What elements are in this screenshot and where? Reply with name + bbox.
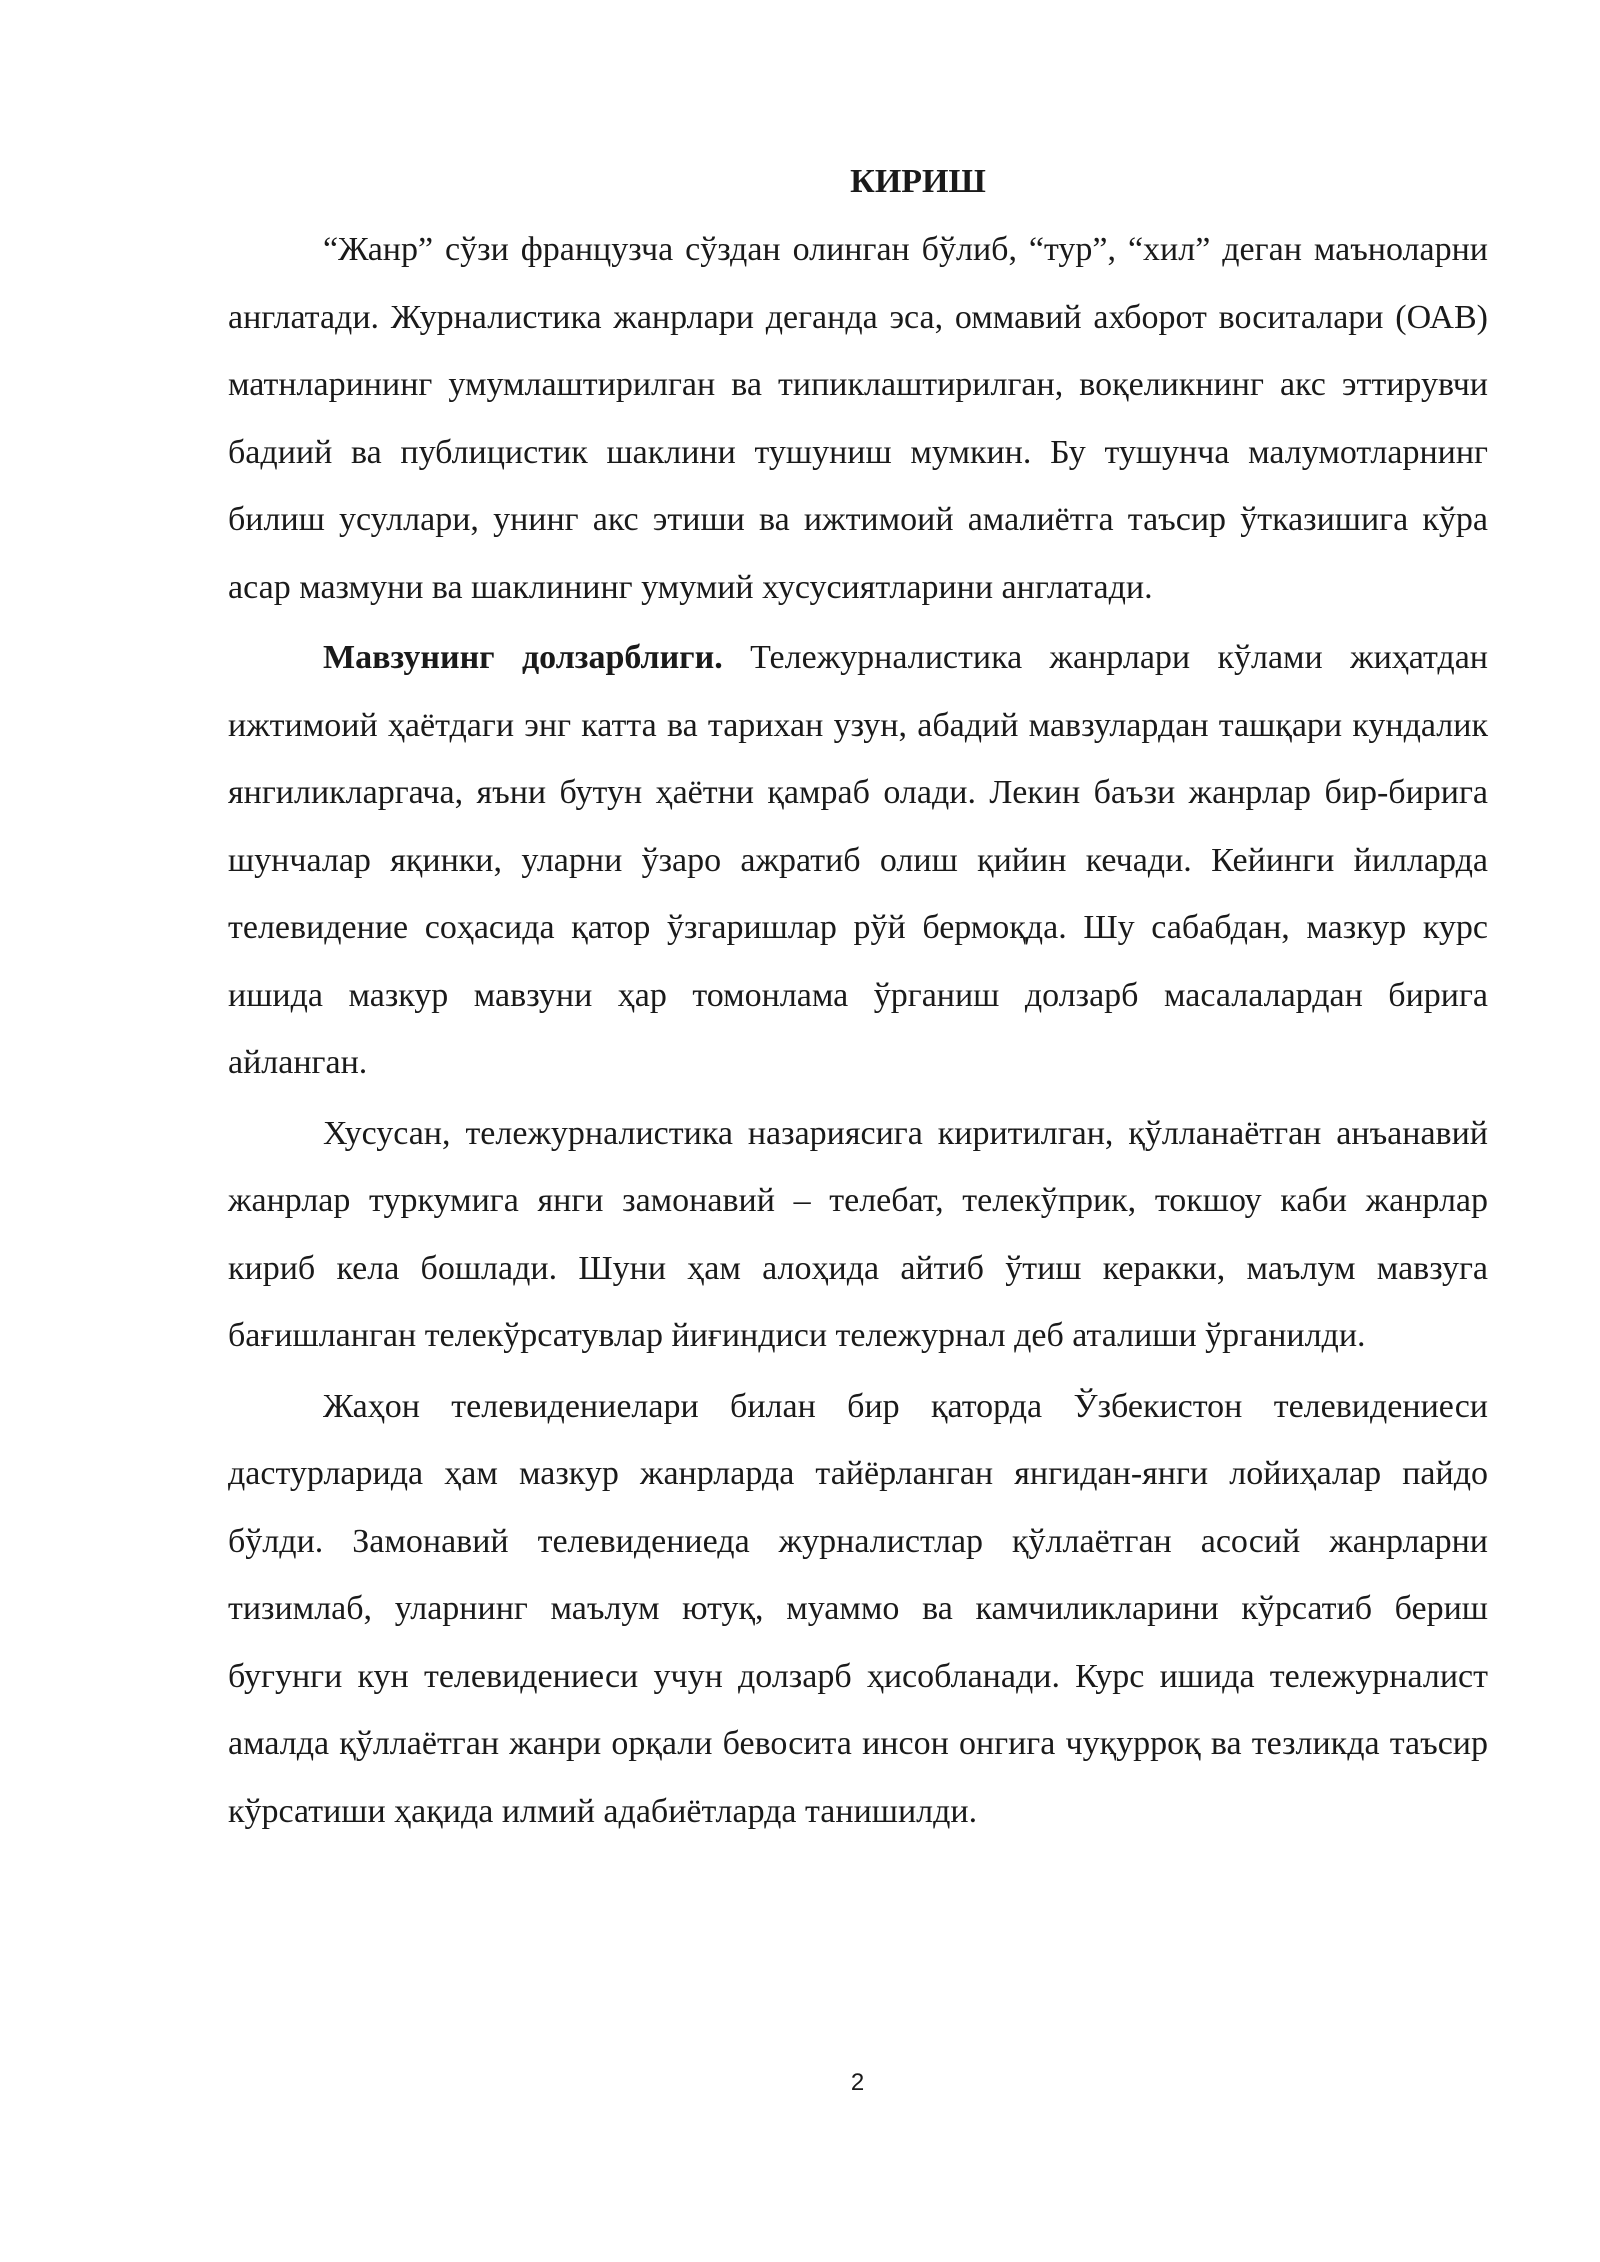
paragraph-2-lead: Мавзунинг долзарблиги. — [323, 639, 723, 676]
paragraph-3 — [228, 1100, 1488, 1370]
paragraph-4-text: Жаҳон телевидениелари билан бир қаторда Ўзбекистон телевидениеси дастурларида ҳам мазкур жанрларда тайёрланган янгидан-янги лойиҳалар пайдо бўлди. Замонавий телевидениеда журналистлар қўллаётган асосий жанрларни тизимлаб, уларнинг маълум ютуқ, муаммо ва камчиликларини кўрсатиб бериш бугунги кун телевидениеси учун долзарб ҳисобланади. Курс ишида тележурналист амалда қўллаётган жанри орқали бевосита инсон онгига чуқурроқ ва тезликда таъсир кўрсатиши ҳақида илмий адабиётларда танишилди. — [228, 1387, 1488, 1830]
paragraph-3-text: Хусусан, тележурналистика назариясига киритилган, қўлланаётган анъанавий жанрлар туркумига янги замонавий – телебат, телекўприк, токшоу каби жанрлар кириб кела бошлади. Шуни ҳам алоҳида айтиб ўтиш керакки, маълум мавзуга бағишланган телекўрсатувлар йиғиндиси тележурнал деб аталиши ўрганилди. — [228, 1114, 1488, 1354]
paragraph-1 — [228, 216, 1488, 621]
paragraph-2-text: Тележурналистика жанрлари кўлами жиҳатдан ижтимоий ҳаётдаги энг катта ва тарихан узун, абадий мавзулардан ташқари кундалик янгиликларгача, яъни бутун ҳаётни қамраб олади. Лекин баъзи жанрлар бир-бирига шунчалар яқинки, уларни ўзаро ажратиб олиш қийин кечади. Кейинги йилларда телевидение соҳасида қатор ўзгаришлар рўй бермоқда. Шу сабабдан, мазкур курс ишида мазкур мавзуни ҳар томонлама ўрганиш долзарб масалалардан бирига айланган. — [228, 639, 1488, 1081]
document-page — [228, 150, 1488, 1848]
paragraph-2 — [228, 624, 1488, 1097]
paragraph-4 — [228, 1373, 1488, 1846]
page-number: 2 — [850, 2069, 865, 2096]
section-heading: КИРИШ — [850, 163, 986, 200]
paragraph-1-text: “Жанр” сўзи французча сўздан олинган бўлиб, “тур”, “хил” деган маъноларни англатади. Журналистика жанрлари деганда эса, оммавий ахборот воситалари (ОАВ) матнларининг умумлаштирилган ва типиклаштирилган, воқеликнинг акс эттирувчи бадиий ва публицистик шаклини тушуниш мумкин. Бу тушунча малумотларнинг билиш усуллари, унинг акс этиши ва ижтимоий амалиётга таъсир ўтказишига кўра асар мазмуни ва шаклининг умумий хусусиятларини англатади. — [228, 231, 1488, 606]
